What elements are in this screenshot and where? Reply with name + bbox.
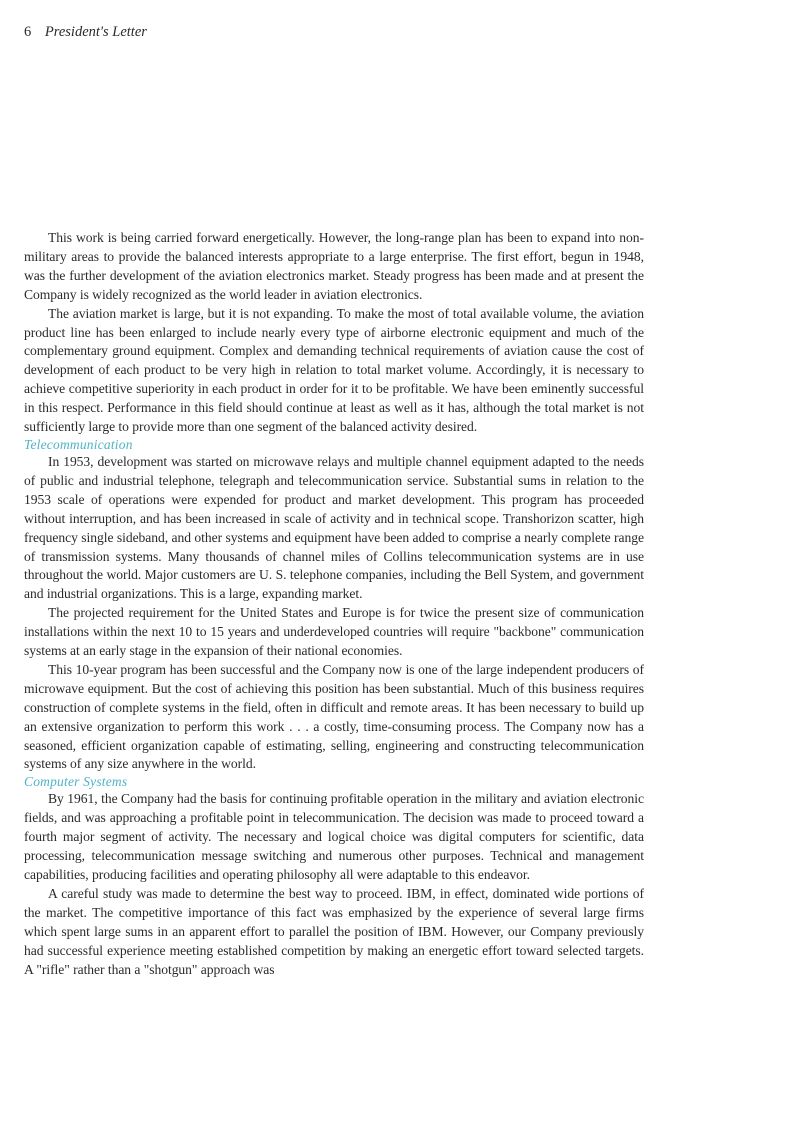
letter-body — [24, 229, 644, 979]
section-heading-telecommunication: Telecommunication — [24, 436, 133, 452]
intro-paragraph-1: This work is being carried forward energetically. However, the long-range plan has been to expand into non-military areas to provide the balanced interests appropriate to a large enterprise. The first effort, begun in 1948, was the further development of the aviation electronics market. Steady progress has been made and at present the Company is widely recognized as the world leader in aviation electronics. — [24, 230, 644, 302]
computer-paragraph-2: A careful study was made to determine the best way to proceed. IBM, in effect, dominated wide portions of the market. The competitive importance of this fact was emphasized by the experience of several large firms which spent large sums in an apparent effort to parallel the position of IBM. However, our Company previously had successful experience meeting established competition by making an energetic effort toward selected targets. A "rifle" rather than a "shotgun" approach was — [24, 885, 644, 977]
telecom-paragraph-1: In 1953, development was started on microwave relays and multiple channel equipment adapted to the needs of public and industrial telephone, telegraph and telecommunication service. Substantial sums in relation to the 1953 scale of operations were expended for product and market development. This program has proceeded without interruption, and has been increased in scale of activity and in technical scope. Transhorizon scatter, high frequency single sideband, and other systems and equipment have been added to comprise a nearly complete range of transmission systems. Many thousands of channel miles of Collins telecommunication systems are in use throughout the world. Major customers are U. S. telephone companies, including the Bell System, and government and industrial organizations. This is a large, expanding market. — [24, 453, 644, 602]
running-head — [24, 24, 147, 41]
section-heading-computer-systems: Computer Systems — [24, 774, 128, 790]
page-number: 6 — [24, 24, 32, 40]
running-title: President's Letter — [44, 24, 147, 40]
telecom-paragraph-3: This 10-year program has been successful and the Company now is one of the large independent producers of microwave equipment. But the cost of achieving this position has been substantial. Much of this business requires construction of complete systems in the field, often in difficult and remote areas. It has been necessary to build up an extensive organization to perform this work . . . a costly, time-consuming process. The Company now has a seasoned, efficient organization capable of estimating, selling, engineering and constructing telecommunication systems of any size anywhere in the world. — [24, 661, 644, 772]
computer-paragraph-1: By 1961, the Company had the basis for continuing profitable operation in the military and aviation electronic fields, and was approaching a profitable point in telecommunication. The decision was made to proceed toward a fourth major segment of activity. The necessary and logical choice was digital computers for scientific, data processing, telecommunication message switching and numerous other purposes. Technical and management capabilities, producing facilities and operating philosophy all were adaptable to this endeavor. — [24, 791, 644, 882]
intro-paragraph-2: The aviation market is large, but it is not expanding. To make the most of total available volume, the aviation product line has been enlarged to include nearly every type of airborne electronic equipment and much of the complementary ground equipment. Complex and demanding technical requirements of aviation cause the cost of development of each product to be very high in relation to total market volume. Accordingly, it is necessary to achieve competitive superiority in each product in order for it to be profitable. We have been eminently successful in this respect. Performance in this field should continue at least as well as it has, although the total market is not sufficiently large to provide more than one segment of the balanced activity desired. — [24, 305, 644, 435]
telecom-paragraph-2: The projected requirement for the United States and Europe is for twice the present size of communication installations within the next 10 to 15 years and underdeveloped countries will require "backbone" communication systems at an early stage in the expansion of their national economies. — [24, 605, 644, 659]
